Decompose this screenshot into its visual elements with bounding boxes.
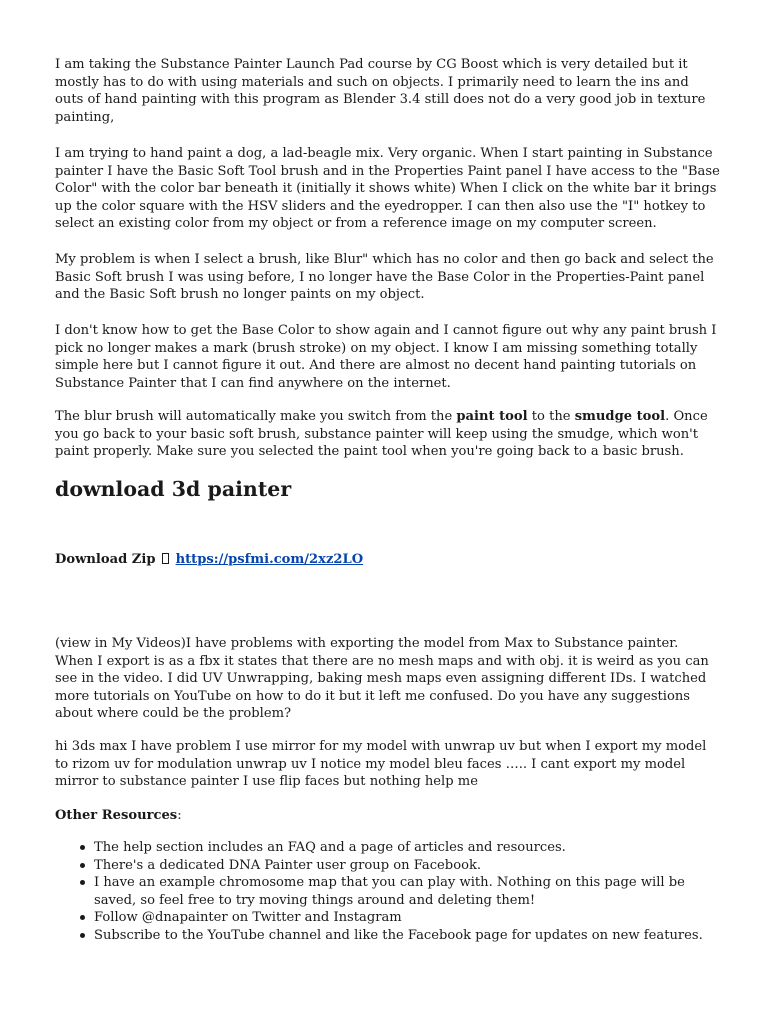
resources-item-example-map: I have an example chromosome map that you can play with. Nothing on this page will be saved, so feel free to try moving things around and deleting them!	[94, 874, 720, 909]
resources-heading-text: Other Resources	[55, 808, 178, 823]
download-label: Download Zip	[55, 552, 156, 567]
missing-glyph-icon	[162, 553, 169, 564]
paragraph-mirror-problem: hi 3ds max I have problem I use mirror for my model with unwrap uv but when I export my model to rizom uv for modulation unwrap uv I notice my model bleu faces ….. I cant export my model mirror to substance painter I use flip faces but nothing help me	[55, 739, 707, 790]
download-line	[55, 551, 720, 569]
resources-heading	[55, 807, 182, 825]
paragraph-base-color-missing: I don't know how to get the Base Color to show again and I cannot figure out why any paint brush I pick no longer makes a mark (brush stroke) on my object. I know I am missing something totally simple here but I cannot figure it out. And there are almost no decent hand painting tutorials on Substance Painter that I can find anywhere on the internet.	[55, 323, 717, 391]
answer-text-3: . Once you go back to your basic soft brush, substance painter will keep using the smudge, which won't paint properly. Make sure you selected the paint tool when you're going back to a basic brush.	[55, 409, 708, 460]
resources-item-follow: Follow @dnapainter on Twitter and Instagram	[94, 909, 720, 927]
download-link[interactable]: https://psfmi.com/2xz2LO	[175, 552, 364, 567]
smudge-tool-term: smudge tool	[574, 409, 666, 424]
section-heading: download 3d painter	[55, 477, 292, 501]
resources-item-facebook-group: There's a dedicated DNA Painter user group on Facebook.	[94, 857, 720, 875]
resources-heading-colon: :	[177, 808, 182, 823]
answer-text-1: The blur brush will automatically make you switch from the	[55, 409, 457, 424]
answer-text-2: to the	[527, 409, 575, 424]
paragraph-blur-problem: My problem is when I select a brush, like Blur" which has no color and then go back and select the Basic Soft brush I was using before, I no longer have the Base Color in the Properties-Paint panel and the Basic Soft brush no longer paints on my object.	[55, 252, 714, 303]
paragraph-course-intro: I am taking the Substance Painter Launch Pad course by CG Boost which is very detailed but it mostly has to do with using materials and such on objects. I primarily need to learn the ins and outs of hand painting with this program as Blender 3.4 still does not do a very good job in texture painting,	[55, 57, 706, 125]
resources-item-youtube: Subscribe to the YouTube channel and like the Facebook page for updates on new features.	[94, 927, 720, 945]
paint-tool-term: paint tool	[456, 409, 528, 424]
paragraph-export-problem: (view in My Videos)I have problems with exporting the model from Max to Substance painter. When I export is as a fbx it states that there are no mesh maps and with obj. it is weird as you can see in the video. I did UV Unwrapping, baking mesh maps even assigning different IDs. I watched more tutorials on YouTube on how to do it but it left me confused. Do you have any suggestions about where could be the problem?	[55, 636, 709, 722]
resources-item-help: The help section includes an FAQ and a page of articles and resources.	[94, 839, 720, 857]
paragraph-hand-paint-dog: I am trying to hand paint a dog, a lad-beagle mix. Very organic. When I start painting in Substance painter I have the Basic Soft Tool brush and in the Properties Paint panel I have access to the "Base Color" with the color bar beneath it (initially it shows white) When I click on the white bar it brings up the color square with the HSV sliders and the eyedropper. I can then also use the "I" hotkey to select an existing color from my object or from a reference image on my computer screen.	[55, 146, 720, 232]
resources-list	[55, 839, 720, 945]
paragraph-answer-smudge	[55, 408, 720, 461]
